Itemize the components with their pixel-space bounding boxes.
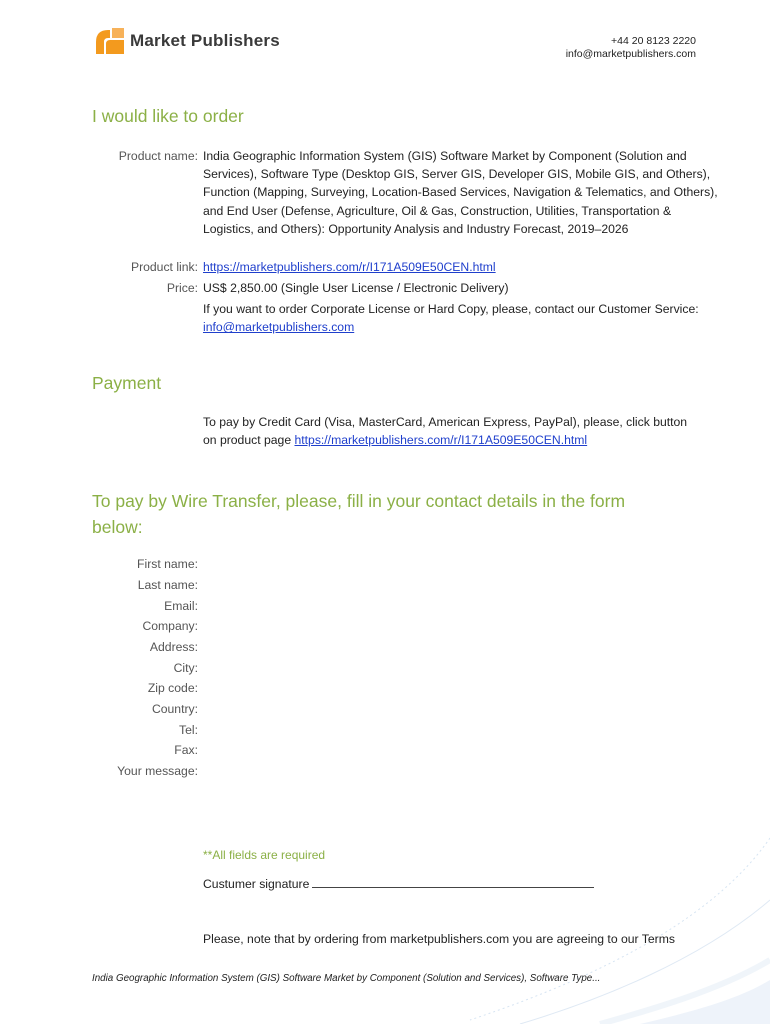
address-label: Address: [149,640,198,654]
signature-row [203,877,594,891]
country-label: Country: [151,702,198,716]
first-name-label: First name: [137,557,198,571]
agreement-note: Please, note that by ordering from marketpublishers.com you are agreeing to our Terms [203,932,675,946]
phone-number: +44 20 8123 2220 [611,35,696,47]
payment-link[interactable]: https://marketpublishers.com/r/I171A509E50CEN.html [294,433,588,448]
signature-line [312,877,594,888]
corporate-email-link[interactable]: info@marketpublishers.com [203,320,355,335]
city-label: City: [173,661,198,675]
product-link[interactable]: https://marketpublishers.com/r/I171A509E50CEN.html [203,260,496,274]
price-value: US$ 2,850.00 (Single User License / Electronic Delivery) [203,281,509,295]
signature-label: Custumer signature [203,877,310,891]
email-label: Email: [164,599,198,613]
fax-label: Fax: [174,743,198,757]
tel-label: Tel: [179,723,198,737]
payment-text-block [203,413,698,449]
page-footer: India Geographic Information System (GIS) Software Market by Component (Solution and Services), Software Type... [92,973,601,984]
payment-heading: Payment [92,373,162,393]
market-publishers-logo [96,28,280,54]
logo-mark-icon [96,28,124,54]
brand-name: Market Publishers [130,31,280,50]
payment-text: To pay by Credit Card (Visa, MasterCard, American Express, PayPal), please, click button on product page [203,415,688,448]
wire-transfer-heading: To pay by Wire Transfer, please, fill in your contact details in the form below: [92,491,626,537]
product-name-value: India Geographic Information System (GIS) Software Market by Component (Solution and Services), Software Type (Desktop GIS, Server GIS, Developer GIS, Mobile GIS, and Others), Function (Mapping, Surveying, Location-Based Services, Navigation & Telematics, and Others), and End User (Defense, Agriculture, Oil & Gas, Construction, Utilities, Transportation & Logistics, and Others): Opportunity Analysis and Industry Forecast, 2019–2026 [203,149,718,236]
contact-info [566,35,696,61]
corporate-note [203,300,713,336]
price-label: Price: [166,281,198,295]
last-name-label: Last name: [137,578,198,592]
message-label: Your message: [117,764,198,778]
required-note: **All fields are required [203,848,326,862]
zip-code-label: Zip code: [147,681,198,695]
corporate-note-text: If you want to order Corporate License or Hard Copy, please, contact our Customer Service: [203,302,699,316]
company-label: Company: [142,619,198,633]
order-heading: I would like to order [92,106,244,126]
contact-email[interactable]: info@marketpublishers.com [565,48,696,60]
product-link-label: Product link: [130,260,198,274]
product-name-label: Product name: [118,149,198,163]
